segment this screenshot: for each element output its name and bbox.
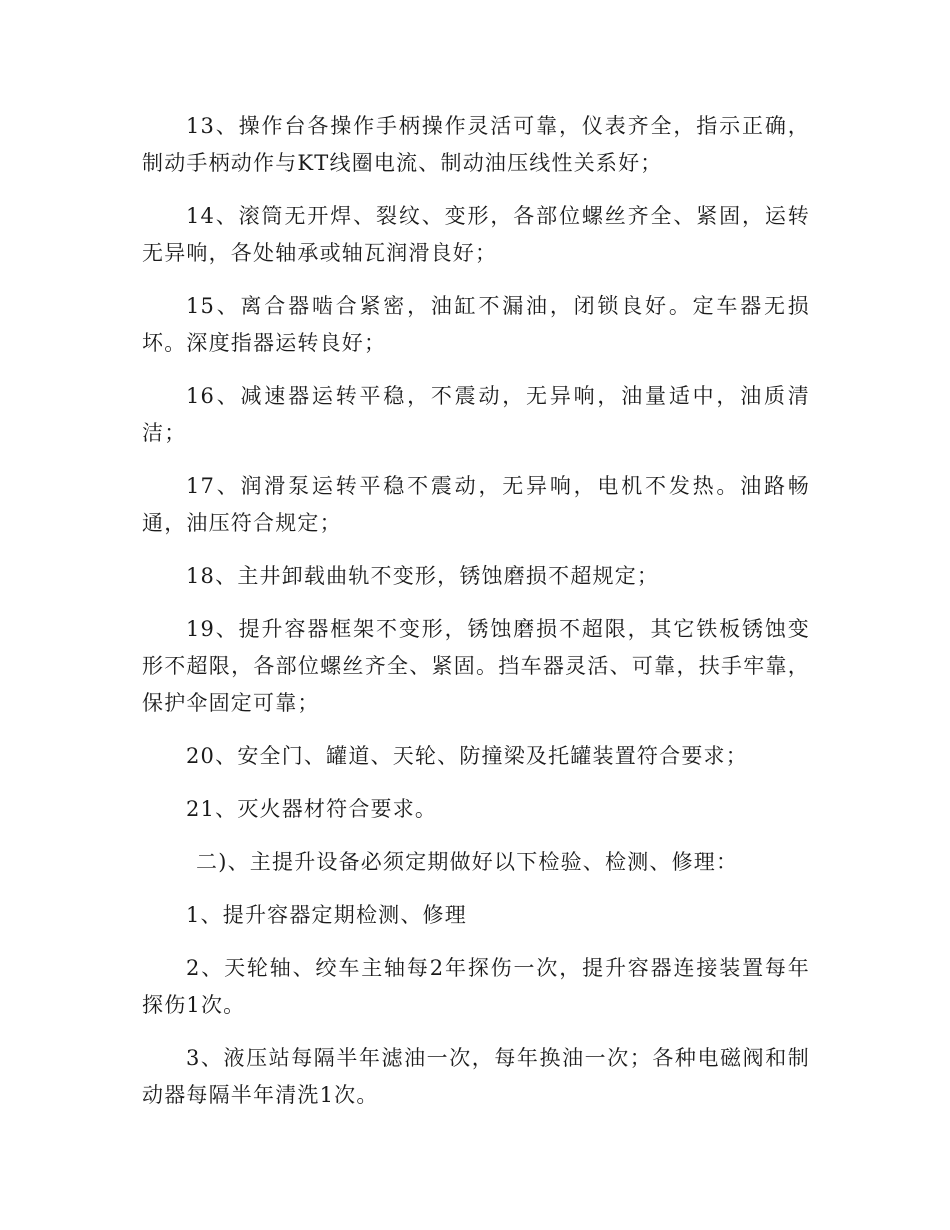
paragraph-item-1: 1、提升容器定期检测、修理	[186, 903, 467, 927]
section-heading: 二)、主提升设备必须定期做好以下检验、检测、修理：	[196, 850, 739, 874]
paragraph-item-21: 21、灭火器材符合要求。	[186, 797, 438, 821]
paragraph-item-18: 18、主井卸载曲轨不变形，锈蚀磨损不超规定；	[186, 564, 660, 588]
paragraph-item-3: 3、液压站每隔半年滤油一次，每年换油一次；各种电磁阀和制动器每隔半年清洗1次。	[142, 1046, 810, 1107]
paragraph-item-17: 17、润滑泵运转平稳不震动，无异响，电机不发热。油路畅通，油压符合规定；	[142, 474, 810, 535]
document-body	[142, 108, 810, 1130]
paragraph-item-19: 19、提升容器框架不变形，锈蚀磨损不超限，其它铁板锈蚀变形不超限，各部位螺丝齐全、紧固。挡车器灵活、可靠，扶手牢靠，保护伞固定可靠；	[142, 617, 810, 715]
paragraph-item-13: 13、操作台各操作手柄操作灵活可靠，仪表齐全，指示正确，制动手柄动作与KT线圈电流、制动油压线性关系好；	[142, 114, 810, 175]
paragraph-item-20: 20、安全门、罐道、天轮、防撞梁及托罐装置符合要求；	[186, 744, 748, 768]
paragraph-item-14: 14、滚筒无开焊、裂纹、变形，各部位螺丝齐全、紧固，运转无异响，各处轴承或轴瓦润滑良好；	[142, 204, 810, 265]
paragraph-item-15: 15、离合器啮合紧密，油缸不漏油，闭锁良好。定车器无损坏。深度指器运转良好；	[142, 294, 810, 355]
paragraph-item-2: 2、天轮轴、绞车主轴每2年探伤一次，提升容器连接装置每年探伤1次。	[142, 956, 810, 1017]
paragraph-item-16: 16、减速器运转平稳，不震动，无异响，油量适中，油质清洁；	[142, 384, 810, 445]
